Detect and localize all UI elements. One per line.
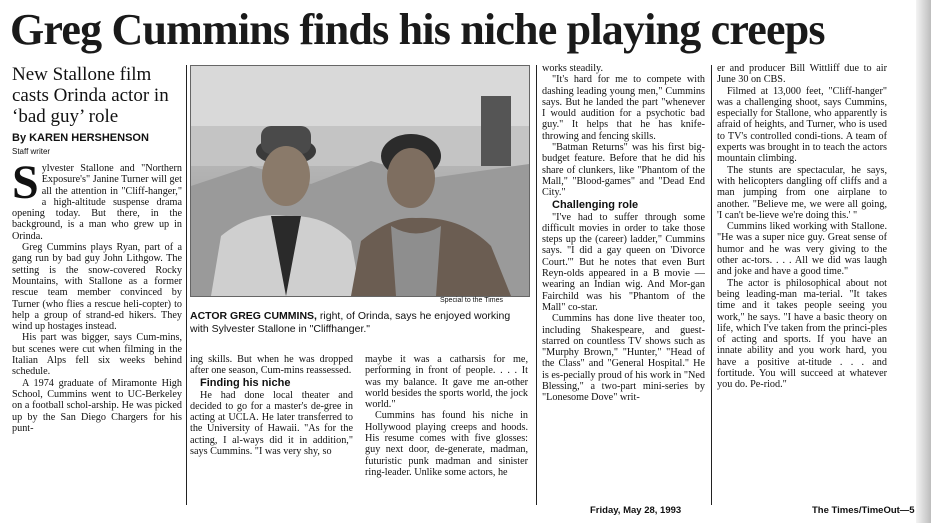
paragraph: He had done local theater and decided to go for a master's de-gree in acting at UCLA. He later transferred to the University of Hawaii. "As for the acting, I al-ways did it in addition," says Cummins. "I was very shy, so [190, 389, 353, 458]
drop-cap: S [12, 163, 39, 209]
paragraph: Greg Cummins plays Ryan, part of a gang run by bad guy John Lithgow. The setting is the snow-covered Rocky Mountains, with Stallone as a former rescue team member convinced by Turner (who flies a rescue heli-copter) to help a group of strand-ed hikers. They wind up hostages instead. [12, 242, 182, 333]
byline-role: Staff writer [12, 147, 51, 156]
paragraph: "It's hard for me to compete with dashing leading young men," Cummins says. But he landed the part "whenever I would audition for a psychotic bad guy." It helps that he has knife-throwing and fencing skills. [542, 74, 705, 142]
paragraph: Cummins has done live theater too, including Shakespeare, and guest-starred on countless TV shows such as "Murphy Brown," "Hunter," "Head of the Class" and "General Hospital." He is es-pecially proud of his work in "Ned Blessing," a two-part mini-series by "Lonesome Dove" writ- [542, 313, 705, 404]
paragraph: er and producer Bill Wittliff due to air June 30 on CBS. [717, 63, 887, 86]
paragraph: Filmed at 13,000 feet, "Cliff-hanger" was a challenging shoot, says Cummins, especially for Stallone, who apparently is afraid of heights, and Turner, who is used to TV's controlled condi-tions. A team of experts was brought in to teach the actors mountain climbing. [717, 85, 887, 165]
column-rule [711, 65, 712, 505]
paragraph: Cummins has found his niche in Hollywood playing creeps and hoods. His resume comes with five glosses: guy next door, de-generate, madman, futuristic punk madman and sinister ring-leader. Unlike some actors, he [365, 410, 528, 478]
column-5 [717, 63, 887, 503]
column-rule [186, 65, 187, 505]
footer-section: The Times/TimeOut—5 [812, 505, 915, 516]
paragraph: works steadily. [542, 63, 604, 74]
caption-text: right, of Orinda, says he enjoyed working with Sylvester Stallone in "Cliffhanger." [190, 310, 511, 335]
column-1 [12, 163, 182, 503]
deck: New Stallone film casts Orinda actor in ‘bad guy’ role [12, 64, 169, 127]
paragraph: His part was bigger, says Cum-mins, but scenes were cut when filming in the Italian Alps fell six weeks behind schedule. [12, 332, 182, 378]
paragraph [12, 163, 182, 242]
byline: By KAREN HERSHENSON [12, 132, 149, 144]
subhead-challenging-role: Challenging role [552, 198, 639, 211]
paragraph: A 1974 graduate of Miramonte High School, Cummins went to UC-Berkeley on a football schol-arship. He was picked up by the San Diego Chargers for his punt- [12, 377, 182, 434]
headline: Greg Cummins finds his niche playing creeps [10, 5, 825, 54]
photo-credit: Special to the Times [440, 297, 504, 304]
paragraph: The actor is philosophical about not being leading-man ma-terial. "It takes time and it takes people seeing you work," he says. "I have a basic theory on life, which I've taken from the princi-ples of acting and sports. If you have an innate ability and you work hard, you have a positive at-titude . . . and fortitude. You will succeed at whatever you do. Pe-riod." [717, 277, 887, 391]
photo-illustration [191, 66, 529, 296]
paragraph: "Batman Returns" was his first big-budget feature. Before that he did his share of clunkers, like "Phantom of the Mall," "Blood-games" and "Dead End City." [542, 142, 705, 199]
page-edge [916, 0, 931, 523]
column-4 [542, 63, 705, 503]
paragraph: Cummins liked working with Stallone. "He was a super nice guy. Great sense of humor and he was very giving to the other ac-tors. . . . All we did was laugh and joke and have a good time." [717, 221, 887, 278]
column-rule [536, 65, 537, 505]
paragraph: The stunts are spectacular, he says, with helicopters dangling off cliffs and a man jumping from one airplane to another. "Believe me, we were all going, 'I can't be-lieve we're doing this.' " [717, 164, 887, 221]
photo-caption [190, 310, 528, 336]
column-3 [365, 354, 528, 504]
paragraph: maybe it was a catharsis for me, performing in front of people. . . . It was my balance. It gave me an-other world besides the sports world, the jock world." [365, 354, 528, 411]
photo-cummins-stallone [190, 65, 530, 297]
paragraph: ing skills. But when he was dropped after one season, Cum-mins reassessed. [190, 354, 353, 377]
text: ylvester Stallone and "Northern Exposure's" Janine Turner will get all the attention in "Cliff-hanger," a high-altitude suspense drama opening today. But there, in the background, is a man who grew up in Orinda. [12, 163, 182, 242]
subhead-finding-his-niche: Finding his niche [200, 376, 291, 389]
caption-lead: ACTOR GREG CUMMINS, [190, 310, 317, 322]
column-2 [190, 354, 353, 504]
footer-date: Friday, May 28, 1993 [590, 505, 682, 516]
paragraph: "I've had to suffer through some difficult movies in order to take those steps up the (career) ladder," Cummins says. "I did a gay queen on 'Divorce Court.'" But he notes that even Burt Reyn-olds appeared in a B movie — wearing an Indian wig. And Mor-gan Fairchild was his "Phantom of the Mall" co-star. [542, 211, 705, 313]
